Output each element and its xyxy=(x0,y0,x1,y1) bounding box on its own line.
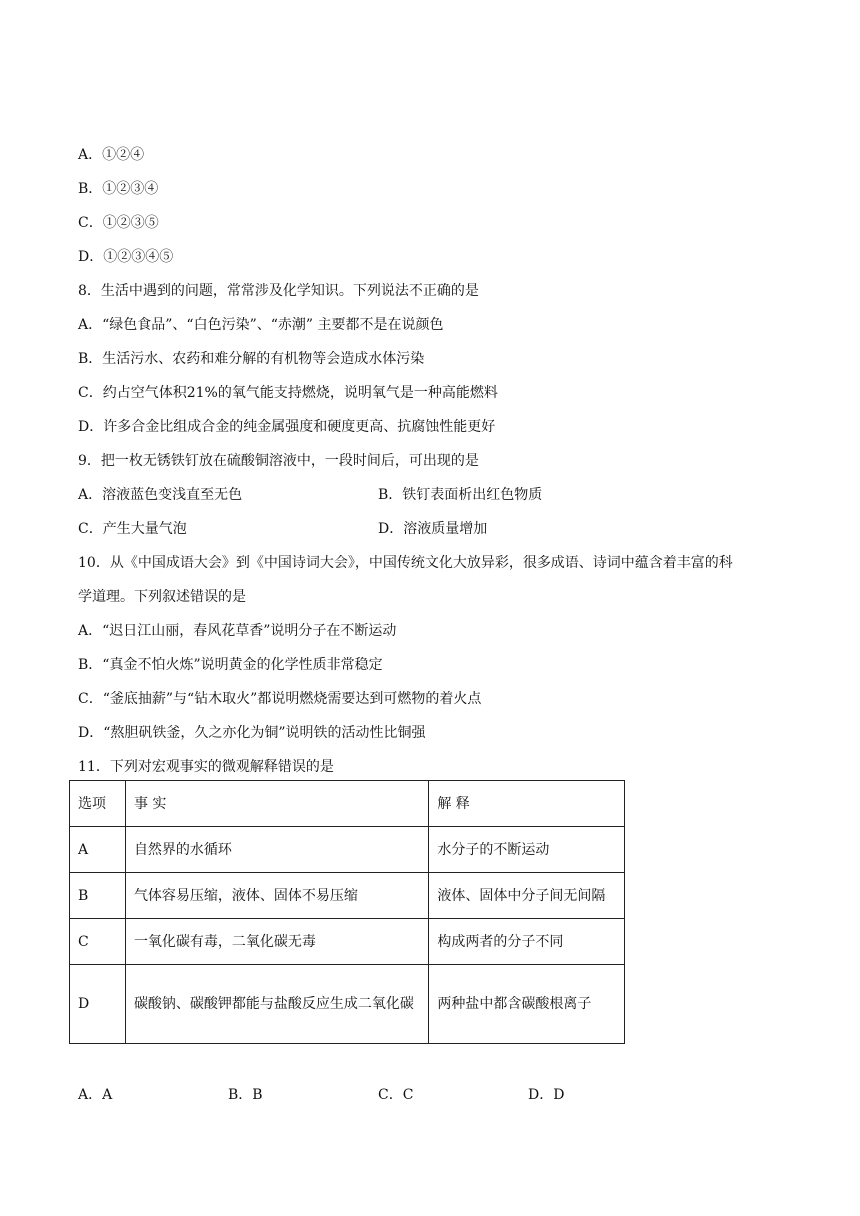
table-row xyxy=(70,827,625,873)
q10-stem-line1: 10．从《中国成语大会》到《中国诗词大会》，中国传统文化大放异彩，很多成语、诗词中蕴含着丰富的科 xyxy=(78,555,733,571)
q8-option-d: D．许多合金比组成合金的纯金属强度和硬度更高、抗腐蚀性能更好 xyxy=(78,419,496,435)
q10-option-b: B．“真金不怕火炼”说明黄金的化学性质非常稳定 xyxy=(78,657,383,673)
q11-option-c: C．C xyxy=(378,1087,414,1103)
table-header-row xyxy=(70,781,625,827)
q9-option-d: D．溶液质量增加 xyxy=(378,521,488,537)
q8-option-c: C．约占空气体积21%的氧气能支持燃烧，说明氧气是一种高能燃料 xyxy=(78,385,498,401)
header-fact: 事 实 xyxy=(125,781,428,827)
table-row xyxy=(70,919,625,965)
q8-option-a: A．“绿色食品”、“白色污染”、“赤潮” 主要都不是在说颜色 xyxy=(78,317,444,333)
row-d-fact: 碳酸钠、碳酸钾都能与盐酸反应生成二氧化碳 xyxy=(125,965,428,1044)
q11-table xyxy=(69,780,625,1044)
row-b-explanation: 液体、固体中分子间无间隔 xyxy=(429,873,625,919)
q10-stem-line2: 学道理。下列叙述错误的是 xyxy=(78,589,246,605)
q11-option-a: A．A xyxy=(78,1087,113,1103)
header-option: 选项 xyxy=(70,781,126,827)
q11-option-b: B．B xyxy=(228,1087,263,1103)
row-a-option: A xyxy=(70,827,126,873)
row-d-explanation: 两种盐中都含碳酸根离子 xyxy=(429,965,625,1044)
q8-option-b: B．生活污水、农药和难分解的有机物等会造成水体污染 xyxy=(78,351,425,367)
row-a-fact: 自然界的水循环 xyxy=(125,827,428,873)
q10-option-a: A．“迟日江山丽，春风花草香”说明分子在不断运动 xyxy=(78,623,397,639)
header-explanation: 解 释 xyxy=(429,781,625,827)
q9-option-c: C．产生大量气泡 xyxy=(78,521,187,537)
row-b-option: B xyxy=(70,873,126,919)
q7-option-d: D．①②③④⑤ xyxy=(78,249,174,265)
q11-stem: 11．下列对宏观事实的微观解释错误的是 xyxy=(78,759,334,775)
q9-option-b: B．铁钉表面析出红色物质 xyxy=(378,487,543,503)
row-c-option: C xyxy=(70,919,126,965)
q7-option-b: B．①②③④ xyxy=(78,181,159,197)
row-c-explanation: 构成两者的分子不同 xyxy=(429,919,625,965)
q10-option-d: D．“熬胆矾铁釜，久之亦化为铜”说明铁的活动性比铜强 xyxy=(78,725,426,741)
q8-stem: 8．生活中遇到的问题，常常涉及化学知识。下列说法不正确的是 xyxy=(78,283,479,299)
q10-option-c: C．“釜底抽薪”与“钻木取火”都说明燃烧需要达到可燃物的着火点 xyxy=(78,691,482,707)
row-d-option: D xyxy=(70,965,126,1044)
q7-option-c: C．①②③⑤ xyxy=(78,215,159,231)
table-row xyxy=(70,965,625,1044)
row-b-fact: 气体容易压缩，液体、固体不易压缩 xyxy=(125,873,428,919)
q11-option-d: D．D xyxy=(528,1087,565,1103)
row-c-fact: 一氧化碳有毒，二氧化碳无毒 xyxy=(125,919,428,965)
table-row xyxy=(70,873,625,919)
row-a-explanation: 水分子的不断运动 xyxy=(429,827,625,873)
q9-option-a: A．溶液蓝色变浅直至无色 xyxy=(78,487,243,503)
q7-option-a: A．①②④ xyxy=(78,147,145,163)
q9-stem: 9．把一枚无锈铁钉放在硫酸铜溶液中，一段时间后，可出现的是 xyxy=(78,453,479,469)
